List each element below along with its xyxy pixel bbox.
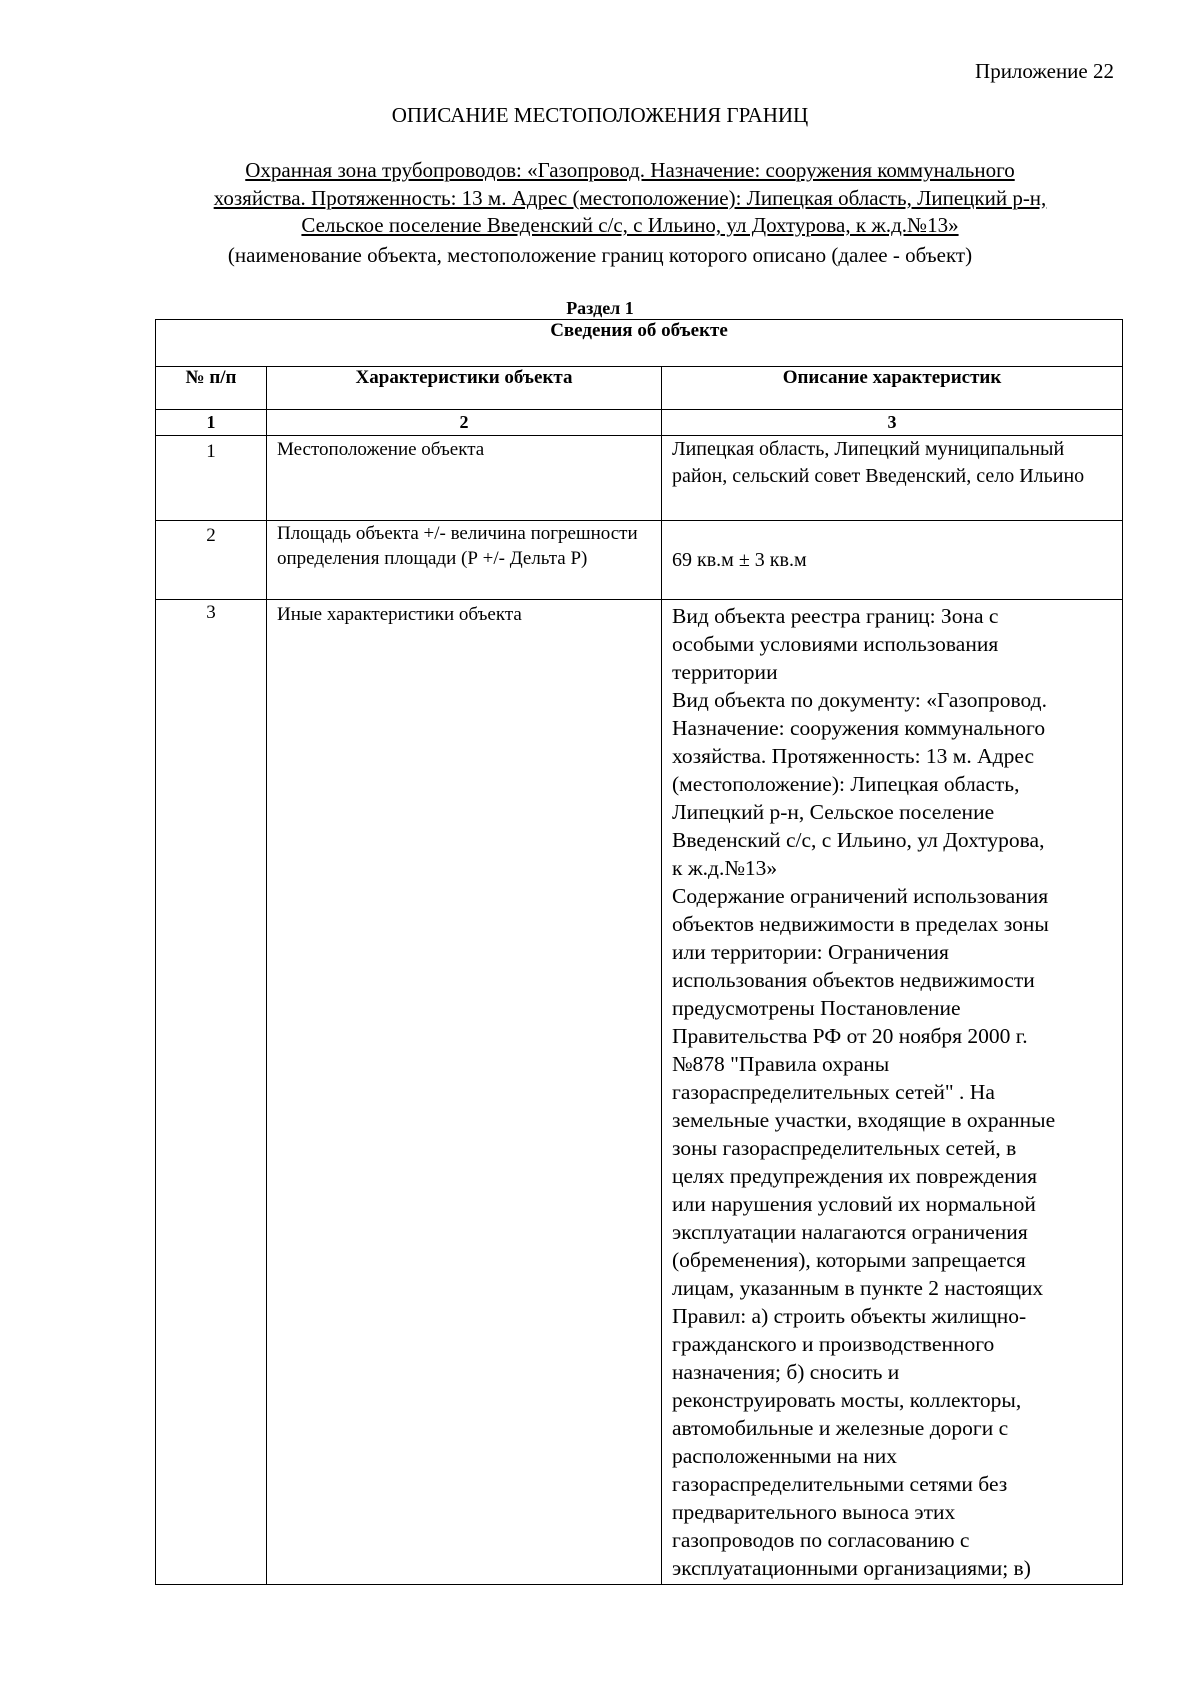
table-row	[156, 600, 1123, 1585]
description-line: эксплуатационными организациями; в)	[672, 1556, 1031, 1580]
column-number: 2	[267, 410, 662, 436]
column-number: 1	[156, 410, 267, 436]
description-line: газопроводов по согласованию с	[672, 1528, 970, 1552]
description-line: гражданского и производственного	[672, 1332, 995, 1356]
row-description: Липецкая область, Липецкий муниципальный район, сельский совет Введенский, село Ильино	[662, 436, 1123, 521]
row-number: 1	[156, 436, 267, 521]
table-header-row	[156, 367, 1123, 410]
description-line: газораспределительными сетями без	[672, 1472, 1008, 1496]
appendix-label: Приложение 22	[975, 59, 1114, 83]
row-description: 69 кв.м ± 3 кв.м	[662, 521, 1123, 600]
description-line: Липецкий р-н, Сельское поселение	[672, 800, 995, 824]
description-line: (обременения), которыми запрещается	[672, 1248, 1026, 1272]
table-title-row	[156, 320, 1123, 367]
description-line: реконструировать мосты, коллекторы,	[672, 1388, 1022, 1412]
object-name-caption: (наименование объекта, местоположение границ которого описано (далее - объект)	[227, 243, 973, 267]
column-header-description: Описание характеристик	[662, 367, 1123, 410]
section-title: Раздел 1	[566, 298, 634, 318]
row-number: 3	[156, 600, 267, 1585]
description-line: объектов недвижимости в пределах зоны	[672, 912, 1049, 936]
description-line: использования объектов недвижимости	[672, 968, 1035, 992]
description-line: автомобильные и железные дороги с	[672, 1416, 1009, 1440]
description-line: предусмотрены Постановление	[672, 996, 961, 1020]
row-characteristic: Площадь объекта +/- величина погрешности определения площади (Р +/- Дельта Р)	[267, 521, 662, 600]
object-name	[140, 157, 1120, 240]
description-line: Содержание ограничений использования	[672, 884, 1049, 908]
description-line: Правительства РФ от 20 ноября 2000 г.	[672, 1024, 1028, 1048]
description-line: расположенными на них	[672, 1444, 897, 1468]
description-line: лицам, указанным в пункте 2 настоящих	[672, 1276, 1044, 1300]
table-row	[156, 521, 1123, 600]
description-line: территории	[672, 660, 778, 684]
description-line: газораспределительных сетей" . На	[672, 1080, 995, 1104]
column-number-row	[156, 410, 1123, 436]
description-line: или территории: Ограничения	[672, 940, 949, 964]
description-line: или нарушения условий их нормальной	[672, 1192, 1036, 1216]
table-title: Сведения об объекте	[156, 320, 1123, 367]
column-header-characteristic: Характеристики объекта	[267, 367, 662, 410]
description-line: Вид объекта реестра границ: Зона с	[672, 604, 999, 628]
description-line: назначения; б) сносить и	[672, 1360, 900, 1384]
description-line: Правил: а) строить объекты жилищно-	[672, 1304, 1027, 1328]
column-header-number: № п/п	[156, 367, 267, 410]
document-title: ОПИСАНИЕ МЕСТОПОЛОЖЕНИЯ ГРАНИЦ	[391, 103, 809, 127]
description-line: №878 "Правила охраны	[672, 1052, 890, 1076]
description-line: земельные участки, входящие в охранные	[672, 1108, 1056, 1132]
row-description	[662, 600, 1123, 1585]
description-line: Введенский с/с, с Ильино, ул Дохтурова,	[672, 828, 1045, 852]
row-characteristic: Иные характеристики объекта	[267, 600, 662, 1585]
description-line: предварительного выноса этих	[672, 1500, 956, 1524]
description-line: Назначение: сооружения коммунального	[672, 716, 1046, 740]
description-line: хозяйства. Протяженность: 13 м. Адрес	[672, 744, 1034, 768]
column-number: 3	[662, 410, 1123, 436]
row-characteristic: Местоположение объекта	[267, 436, 662, 521]
table-row	[156, 436, 1123, 521]
object-name-line: Охранная зона трубопроводов: «Газопровод. Назначение: сооружения коммунального	[245, 158, 1015, 182]
object-info-table	[155, 319, 1123, 1585]
description-line: зоны газораспределительных сетей, в	[672, 1136, 1017, 1160]
description-line: особыми условиями использования	[672, 632, 999, 656]
row-number: 2	[156, 521, 267, 600]
description-line: (местоположение): Липецкая область,	[672, 772, 1020, 796]
description-line: эксплуатации налагаются ограничения	[672, 1220, 1028, 1244]
description-line: Вид объекта по документу: «Газопровод.	[672, 688, 1047, 712]
object-name-line: хозяйства. Протяженность: 13 м. Адрес (местоположение): Липецкая область, Липецкий р-н,	[213, 185, 1047, 210]
description-line: целях предупреждения их повреждения	[672, 1164, 1037, 1188]
object-name-line: Сельское поселение Введенский с/с, с Ильино, ул Дохтурова, к ж.д.№13»	[301, 213, 959, 237]
description-line: к ж.д.№13»	[672, 856, 778, 880]
